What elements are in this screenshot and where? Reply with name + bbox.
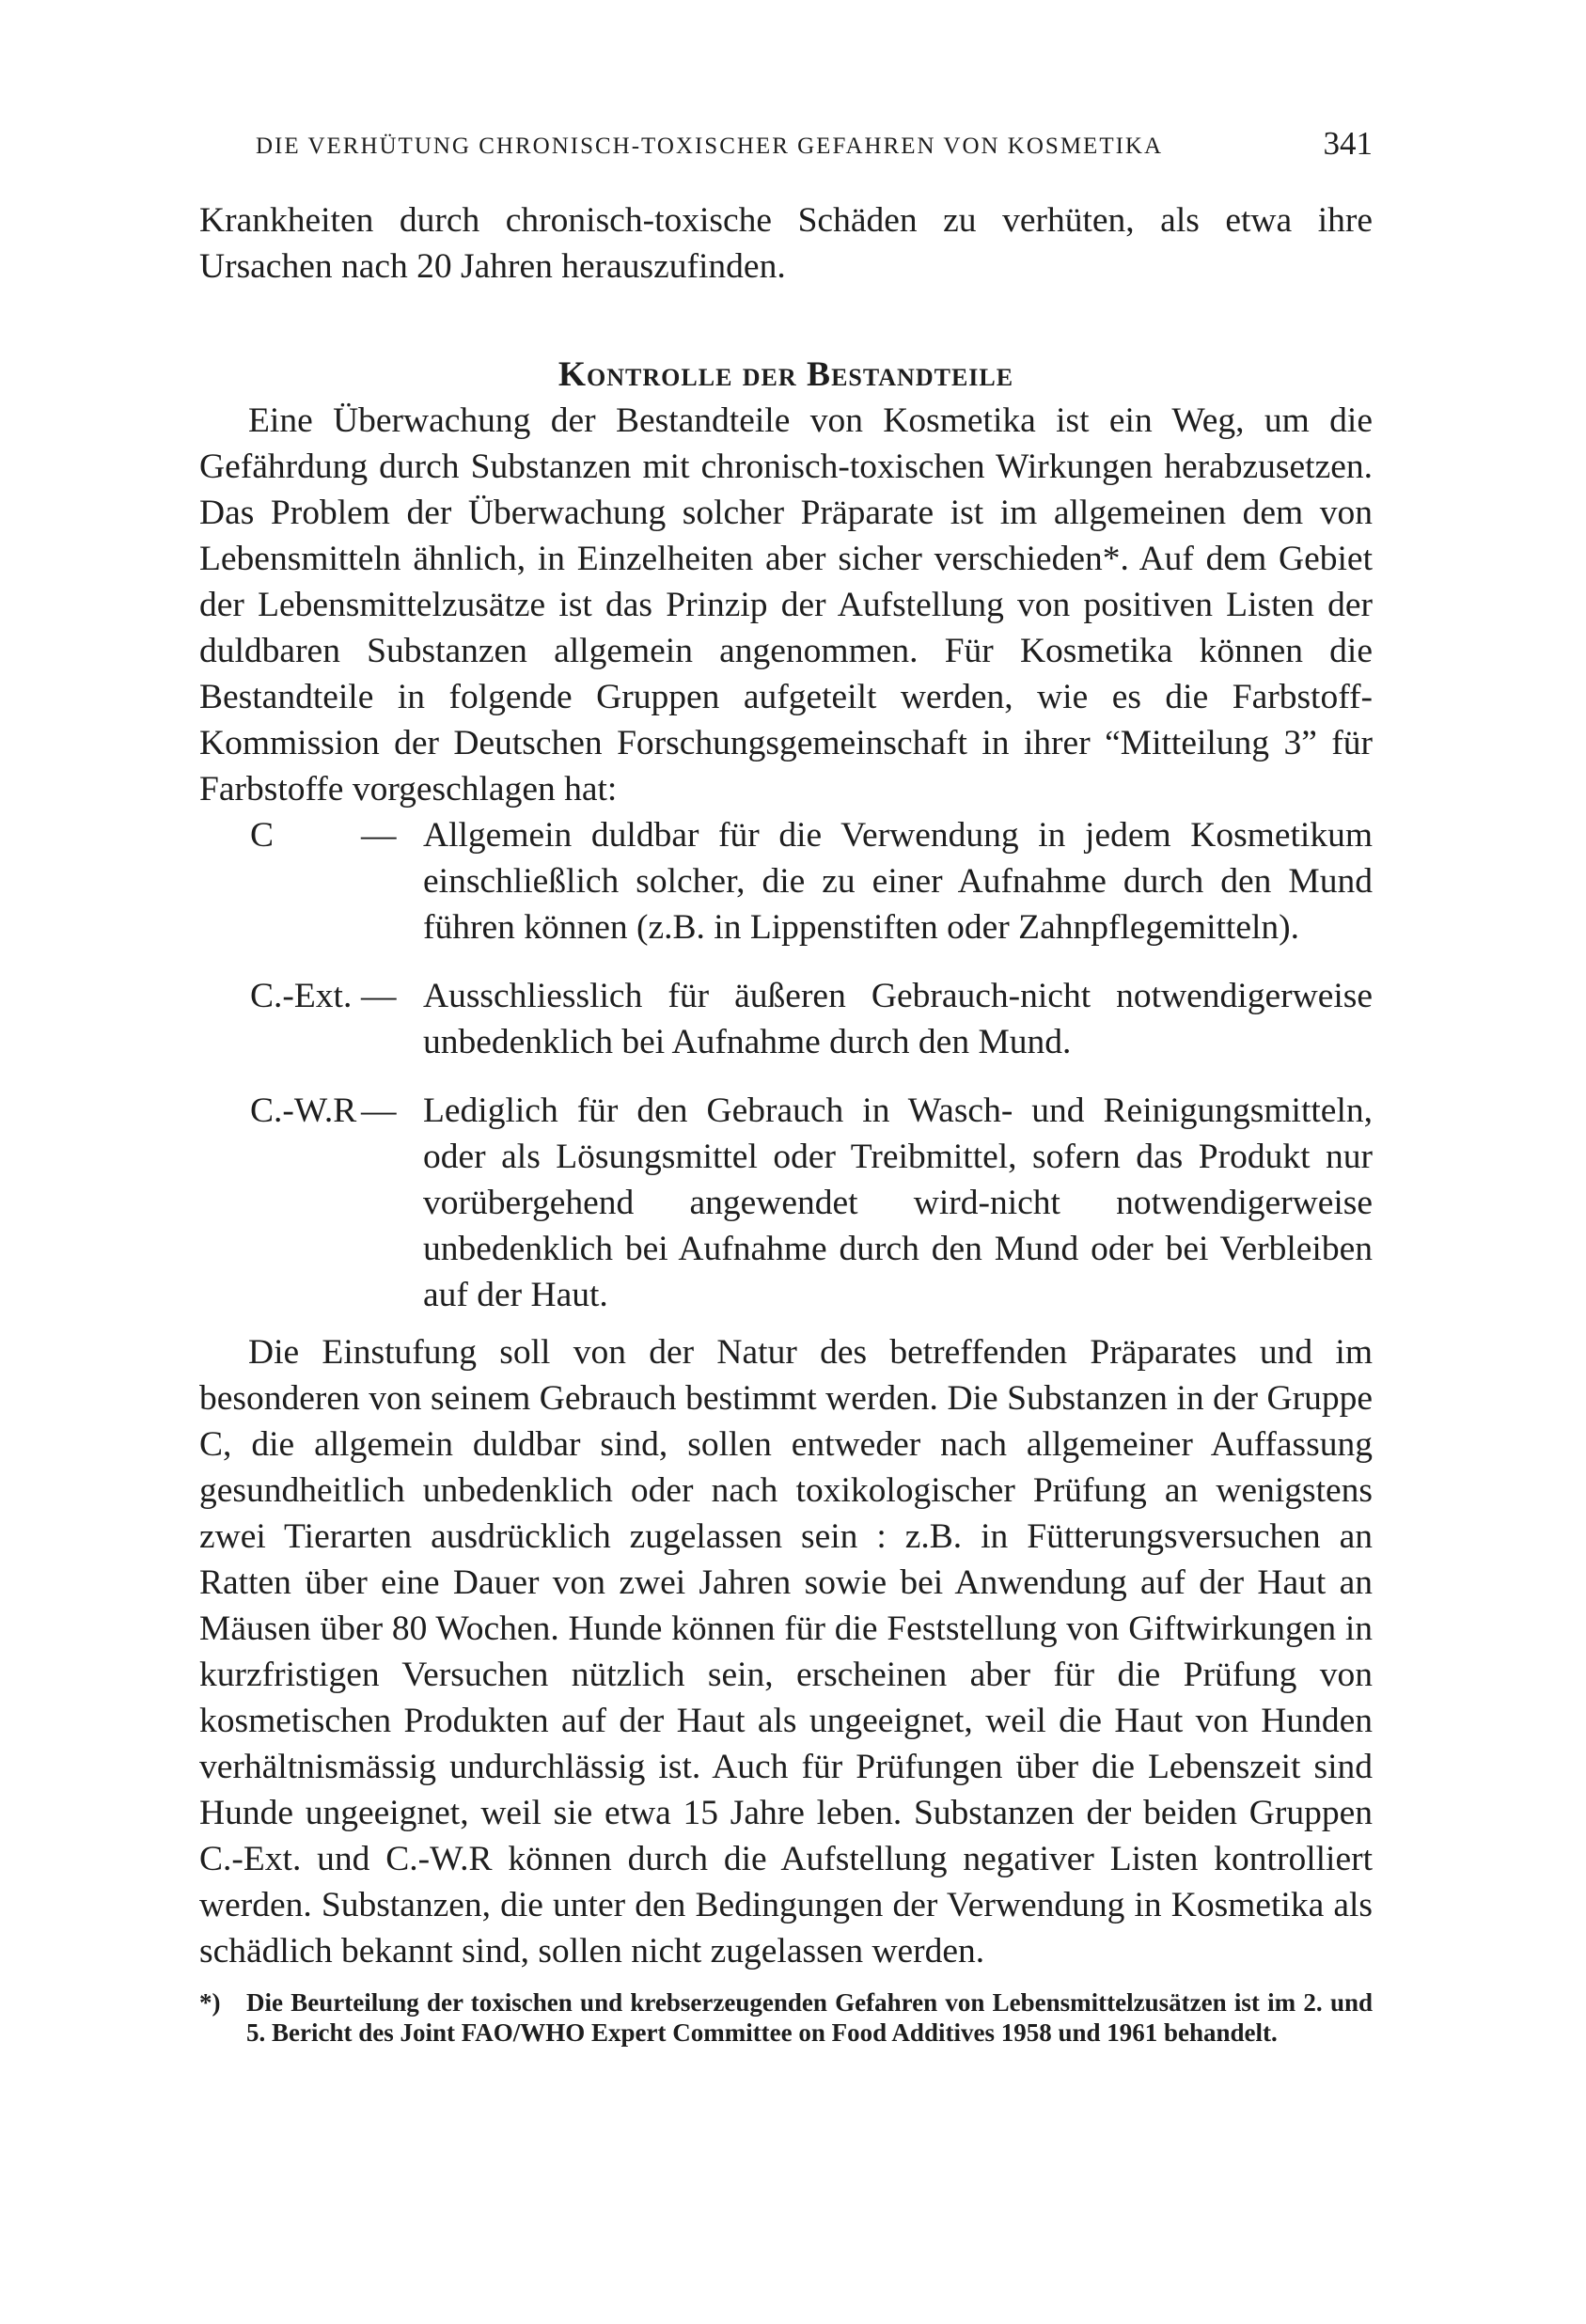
group-description: Allgemein duldbar für die Verwendung in jedem Kosmetikum einschließlich solcher, die zu einer Aufnahme durch den Mund führen können (z.B. in Lippenstiften oder Zahnpflegemitteln). [423, 816, 1373, 947]
group-entry-c-wr [199, 1088, 1373, 1318]
footnote-marker: *) [199, 1988, 221, 2017]
footnote [199, 1987, 1373, 2048]
group-dash: — [361, 816, 397, 855]
footnote-text: Die Beurteilung der toxischen und krebserzeugenden Gefahren von Lebensmittelzusätzen ist im 2. und 5. Bericht des Joint FAO/WHO Expert Committee on Food Additives 1958 und 1961 behandelt. [246, 1988, 1373, 2047]
page-number: 341 [1323, 125, 1373, 162]
group-dash: — [361, 977, 397, 1015]
group-description: Lediglich für den Gebrauch in Wasch- und Reinigungsmitteln, oder als Lösungsmittel oder Treibmittel, sofern das Produkt nur vorübergehend angewendet wird-nicht notwendigerweise unbedenklich bei Aufnahme durch den Mund oder bei Verbleiben auf der Haut. [423, 1091, 1373, 1314]
group-definition-list [199, 812, 1373, 1318]
group-code: C.-W.R [250, 1091, 357, 1130]
body-paragraph-2: Die Einstufung soll von der Natur des betreffenden Präparates und im besonderen von seinem Gebrauch bestimmt werden. Die Substanzen in der Gruppe C, die allgemein duldbar sind, sollen entweder nach allgemeiner Auffassung gesundheitlich unbedenklich oder nach toxikologischer Prüfung an wenigstens zwei Tierarten ausdrücklich zugelassen sein : z.B. in Fütterungsversuchen an Ratten über eine Dauer von zwei Jahren sowie bei Anwendung auf der Haut an Mäusen über 80 Wochen. Hunde können für die Feststellung von Giftwirkungen in kurzfristigen Versuchen nützlich sein, erscheinen aber für die Prüfung von kosmetischen Produkten auf der Haut als ungeeignet, weil die Haut von Hunden verhältnismässig undurchlässig ist. Auch für Prüfungen über die Lebenszeit sind Hunde ungeeignet, weil sie etwa 15 Jahre leben. Substanzen der beiden Gruppen C.-Ext. und C.-W.R können durch die Aufstellung negativer Listen kontrolliert werden. Substanzen, die unter den Bedingungen der Verwendung in Kosmetika als schädlich bekannt sind, sollen nicht zugelassen werden. [199, 1333, 1373, 1971]
group-description: Ausschliesslich für äußeren Gebrauch-nicht notwendigerweise unbedenklich bei Aufnahme durch den Mund. [423, 977, 1373, 1061]
group-code: C.-Ext. [250, 977, 353, 1015]
intro-paragraph: Krankheiten durch chronisch-toxische Schäden zu verhüten, als etwa ihre Ursachen nach 20 Jahren herauszufinden. [199, 201, 1373, 286]
running-header [199, 122, 1373, 179]
running-title: DIE VERHÜTUNG CHRONISCH-TOXISCHER GEFAHREN VON KOSMETIKA [256, 133, 1164, 159]
group-entry-c [199, 812, 1373, 950]
book-page [199, 122, 1373, 2048]
group-dash: — [361, 1091, 397, 1130]
section-heading: Kontrolle der Bestandteile [557, 355, 1014, 394]
body-paragraph-1: Eine Überwachung der Bestandteile von Kosmetika ist ein Weg, um die Gefährdung durch Substanzen mit chronisch-toxischen Wirkungen herabzusetzen. Das Problem der Überwachung solcher Präparate ist im allgemeinen dem von Lebensmitteln ähnlich, in Einzelheiten aber sicher verschieden*. Auf dem Gebiet der Lebensmittelzusätze ist das Prinzip der Aufstellung von positiven Listen der duldbaren Substanzen allgemein angenommen. Für Kosmetika können die Bestandteile in folgende Gruppen aufgeteilt werden, wie es die Farbstoff-Kommission der Deutschen Forschungsgemeinschaft in ihrer “Mitteilung 3” für Farbstoffe vorgeschlagen hat: [199, 401, 1373, 809]
group-code: C [250, 816, 275, 855]
group-entry-c-ext [199, 973, 1373, 1065]
